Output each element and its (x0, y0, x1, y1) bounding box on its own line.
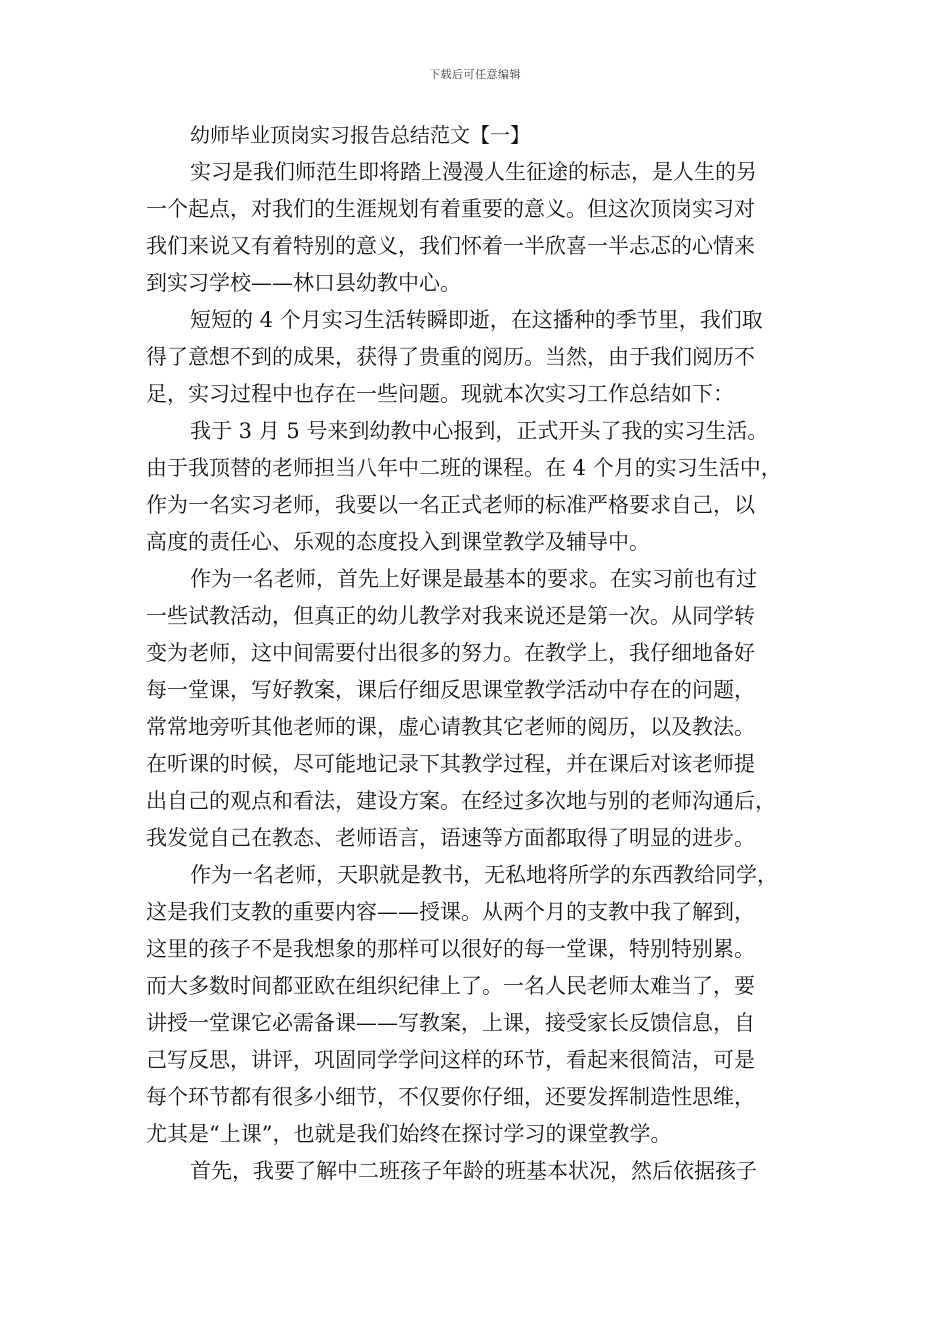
paragraph-line: 得了意想不到的成果，获得了贵重的阅历。当然，由于我们阅历不 (146, 345, 755, 369)
paragraph (146, 561, 818, 857)
paragraph-line: 一个起点，对我们的生涯规划有着重要的意义。但这次顶岗实习对 (146, 197, 755, 221)
paragraph-line: 一些试教活动，但真正的幼儿教学对我来说还是第一次。从同学转 (146, 604, 755, 628)
paragraph-line: 我发觉自己在教态、老师语言，语速等方面都取得了明显的进步。 (146, 826, 755, 850)
paragraph (146, 413, 818, 561)
paragraph-list (146, 154, 818, 1190)
paragraph-line: 实习是我们师范生即将踏上漫漫人生征途的标志，是人生的另 (190, 160, 757, 184)
paragraph (146, 857, 818, 1153)
paragraph-line: 足，实习过程中也存在一些问题。现就本次实习工作总结如下： (146, 382, 734, 406)
paragraph-line: 而大多数时间都亚欧在组织纪律上了。一名人民老师太难当了，要 (146, 974, 755, 998)
paragraph-line: 每一堂课，写好教案，课后仔细反思课堂教学活动中存在的问题， (146, 678, 755, 702)
paragraph-line: 这是我们支教的重要内容——授课。从两个月的支教中我了解到， (146, 900, 755, 924)
paragraph (146, 302, 818, 413)
document-body (146, 117, 818, 1190)
paragraph-line: 由于我顶替的老师担当八年中二班的课程。在 4 个月的实习生活中， (146, 456, 782, 480)
paragraph-line: 作为一名实习老师，我要以一名正式老师的标准严格要求自己，以 (146, 493, 755, 517)
paragraph-line: 讲授一堂课它必需备课——写教案，上课，接受家长反馈信息，自 (146, 1011, 755, 1035)
paragraph-line: 首先，我要了解中二班孩子年龄的班基本状况，然后依据孩子 (190, 1159, 757, 1183)
paragraph-line: 短短的 4 个月实习生活转瞬即逝，在这播种的季节里，我们取 (190, 308, 763, 332)
paragraph-line: 变为老师，这中间需要付出很多的努力。在教学上，我仔细地备好 (146, 641, 755, 665)
paragraph-line: 这里的孩子不是我想象的那样可以很好的每一堂课，特别特别累。 (146, 937, 755, 961)
paragraph-line: 作为一名老师，首先上好课是最基本的要求。在实习前也有过 (190, 567, 757, 591)
paragraph-line: 到实习学校——林口县幼教中心。 (146, 271, 461, 295)
header-note: 下载后可任意编辑 (429, 68, 521, 81)
paragraph-line: 高度的责任心、乐观的态度投入到课堂教学及辅导中。 (146, 530, 650, 554)
document-title: 幼师毕业顶岗实习报告总结范文【一】 (190, 123, 530, 147)
paragraph-line: 尤其是“上课”，也就是我们始终在探讨学习的课堂教学。 (146, 1122, 672, 1146)
paragraph-line: 每个环节都有很多小细节，不仅要你仔细，还要发挥制造性思维， (146, 1085, 755, 1109)
paragraph (146, 1153, 818, 1190)
paragraph-line: 常常地旁听其他老师的课，虚心请教其它老师的阅历，以及教法。 (146, 715, 755, 739)
paragraph-line: 我于 3 月 5 号来到幼教中心报到，正式开头了我的实习生活。 (190, 419, 769, 443)
paragraph-line: 在听课的时候，尽可能地记录下其教学过程，并在课后对该老师提 (146, 752, 755, 776)
paragraph-line: 我们来说又有着特别的意义，我们怀着一半欣喜一半忐忑的心情来 (146, 234, 755, 258)
paragraph-line: 己写反思，讲评，巩固同学学问这样的环节，看起来很简洁，可是 (146, 1048, 755, 1072)
paragraph-line: 作为一名老师，天职就是教书，无私地将所学的东西教给同学， (190, 863, 778, 887)
paragraph (146, 154, 818, 302)
paragraph-line: 出自己的观点和看法，建设方案。在经过多次地与别的老师沟通后， (146, 789, 776, 813)
